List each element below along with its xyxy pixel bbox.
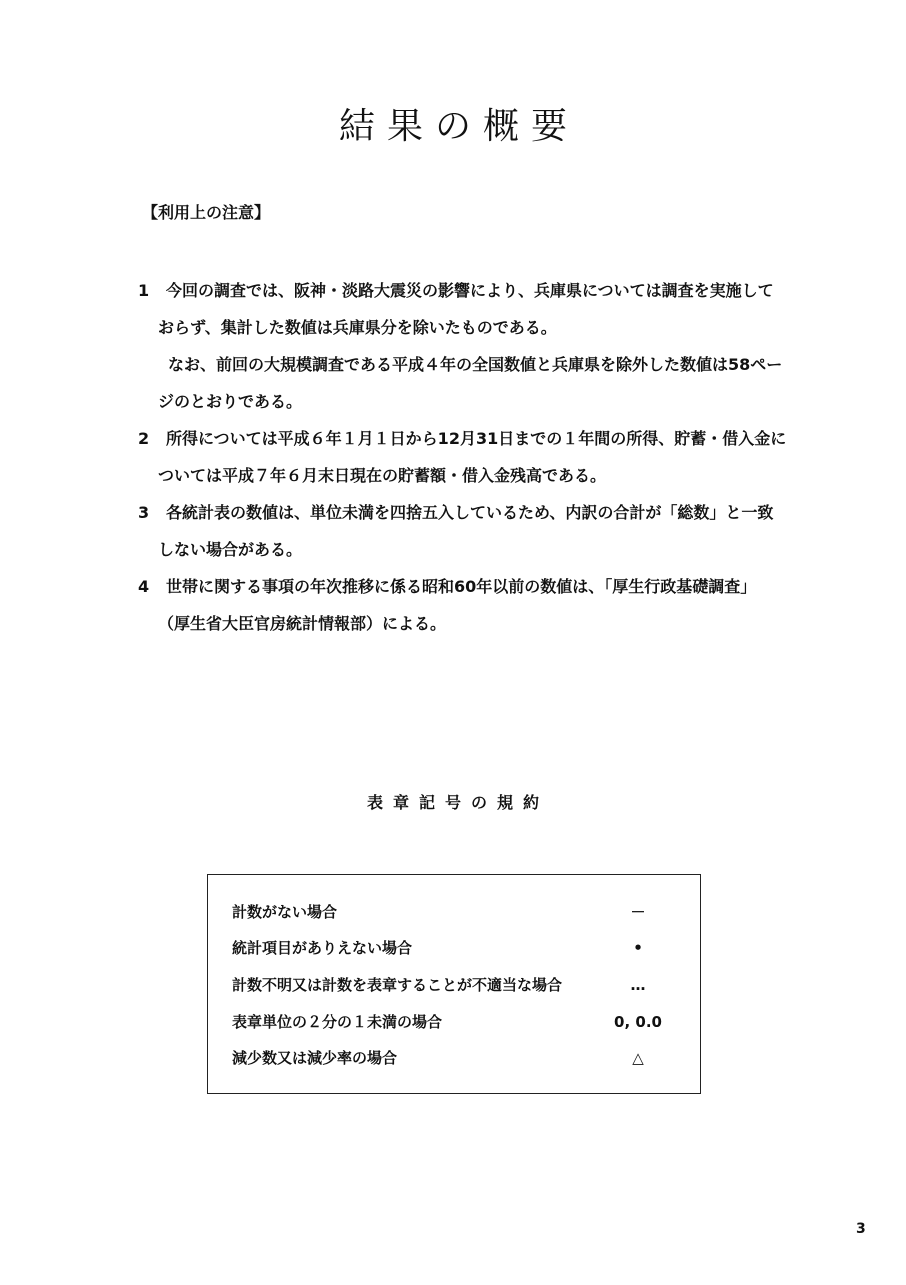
- note-text: ついては平成７年６月末日現在の貯蓄額・借入金残高である。: [158, 466, 607, 485]
- note-text: ジのとおりである。: [158, 392, 303, 411]
- usage-notes-heading: 【利用上の注意】: [142, 203, 271, 222]
- note-1-line-2: [138, 309, 818, 346]
- note-1-line-1: [138, 272, 818, 309]
- note-text: 所得については平成６年１月１日から12月31日までの１年間の所得、貯蓄・借入金に: [166, 429, 787, 448]
- note-number: 3: [138, 503, 150, 522]
- legend-row: [232, 1043, 678, 1073]
- legend-row: [232, 1007, 678, 1037]
- note-3-line-2: [138, 531, 818, 568]
- note-2-line-1: [138, 420, 818, 457]
- note-text: 世帯に関する事項の年次推移に係る昭和60年以前の数値は、「厚生行政基礎調査」: [166, 577, 757, 596]
- note-1-line-3: [138, 346, 818, 383]
- note-number: 2: [138, 429, 150, 448]
- note-number: 4: [138, 577, 150, 596]
- note-3-line-1: [138, 494, 818, 531]
- page-title: 結果の概要: [338, 106, 579, 147]
- legend-row: [232, 933, 678, 963]
- note-4-line-2: [138, 605, 818, 642]
- legend-symbol: －: [630, 903, 646, 921]
- note-text: なお、前回の大規模調査である平成４年の全国数値と兵庫県を除外した数値は58ペー: [168, 355, 783, 374]
- legend-label: 計数不明又は計数を表章することが不適当な場合: [232, 976, 563, 994]
- legend-symbol: …: [630, 976, 646, 994]
- page-number: 3: [856, 1221, 866, 1237]
- legend-label: 減少数又は減少率の場合: [232, 1049, 398, 1067]
- usage-notes-list: [138, 272, 818, 642]
- note-text: おらず、集計した数値は兵庫県分を除いたものである。: [158, 318, 557, 337]
- legend-label: 計数がない場合: [232, 903, 338, 921]
- note-text: しない場合がある。: [158, 540, 303, 559]
- note-2-line-2: [138, 457, 818, 494]
- note-4-line-1: [138, 568, 818, 605]
- legend-symbol: △: [632, 1049, 644, 1067]
- note-text: 今回の調査では、阪神・淡路大震災の影響により、兵庫県については調査を実施して: [166, 281, 774, 300]
- legend-label: 統計項目がありえない場合: [232, 939, 413, 957]
- legend-symbol: 0, 0.0: [614, 1013, 662, 1031]
- legend-label: 表章単位の２分の１未満の場合: [232, 1013, 443, 1031]
- legend-symbol: •: [633, 939, 643, 957]
- note-number: 1: [138, 281, 150, 300]
- note-1-line-4: [138, 383, 818, 420]
- note-text: （厚生省大臣官房統計情報部）による。: [158, 614, 447, 633]
- legend-row: [232, 897, 678, 927]
- legend-row: [232, 970, 678, 1000]
- symbol-legend-box: [207, 874, 701, 1094]
- note-text: 各統計表の数値は、単位未満を四捨五入しているため、内訳の合計が「総数」と一致: [166, 503, 774, 522]
- symbol-legend-title: 表章記号の規約: [366, 793, 549, 812]
